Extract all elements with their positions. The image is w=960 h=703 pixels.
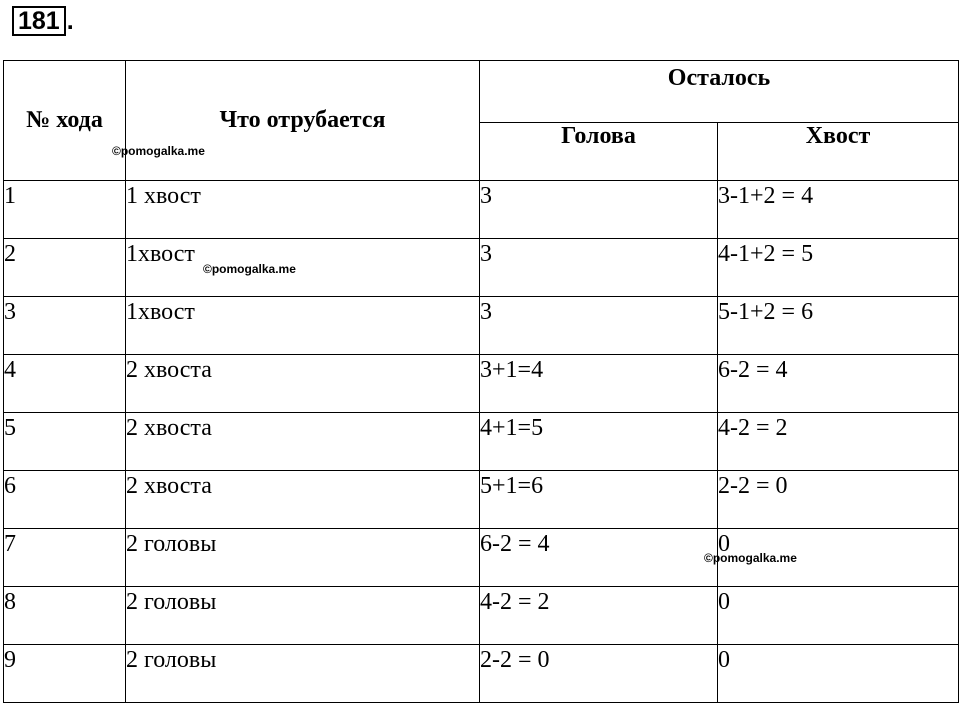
cell-heads: 6-2 = 4 xyxy=(480,529,718,587)
cell-move: 1 xyxy=(4,181,126,239)
watermark: ©pomogalka.me xyxy=(112,144,205,158)
problem-number-dot: . xyxy=(66,7,74,35)
header-heads xyxy=(480,123,718,181)
cell-move: 9 xyxy=(4,645,126,703)
cell-tails: 4-1+2 = 5 xyxy=(718,239,959,297)
cell-cut: 2 головы xyxy=(126,645,480,703)
cell-cut: 2 хвоста xyxy=(126,413,480,471)
header-move-number xyxy=(4,61,126,181)
cell-heads: 4+1=5 xyxy=(480,413,718,471)
header-tail xyxy=(718,123,959,181)
cell-tails: 4-2 = 2 xyxy=(718,413,959,471)
table-row xyxy=(4,587,959,645)
cell-heads: 3+1=4 xyxy=(480,355,718,413)
watermark: ©pomogalka.me xyxy=(203,262,296,276)
header-what-cut xyxy=(126,61,480,181)
table-row xyxy=(4,181,959,239)
table-row xyxy=(4,355,959,413)
table-row xyxy=(4,239,959,297)
cell-heads: 4-2 = 2 xyxy=(480,587,718,645)
cell-move: 2 xyxy=(4,239,126,297)
cell-heads: 5+1=6 xyxy=(480,471,718,529)
cell-tails: 3-1+2 = 4 xyxy=(718,181,959,239)
cell-tails: 0 xyxy=(718,587,959,645)
cell-heads: 3 xyxy=(480,239,718,297)
header-move-number-label: № хода xyxy=(26,107,103,133)
header-tail-label: Хвост xyxy=(805,123,871,149)
cell-cut: 2 хвоста xyxy=(126,355,480,413)
cell-move: 4 xyxy=(4,355,126,413)
cell-cut: 2 головы xyxy=(126,529,480,587)
header-remaining-label: Осталось xyxy=(667,65,771,91)
table-row xyxy=(4,529,959,587)
cell-tails: 6-2 = 4 xyxy=(718,355,959,413)
table-row xyxy=(4,413,959,471)
cell-move: 5 xyxy=(4,413,126,471)
watermark: ©pomogalka.me xyxy=(704,551,797,565)
problem-number xyxy=(12,6,74,36)
cell-cut: 1 хвост xyxy=(126,181,480,239)
cell-move: 7 xyxy=(4,529,126,587)
cell-cut: 1хвост xyxy=(126,297,480,355)
cell-tails: 5-1+2 = 6 xyxy=(718,297,959,355)
cell-move: 3 xyxy=(4,297,126,355)
problem-number-box: 181 xyxy=(12,6,66,36)
header-remaining xyxy=(480,61,959,123)
cell-tails: 0 xyxy=(718,529,959,587)
cell-heads: 3 xyxy=(480,181,718,239)
header-what-cut-label: Что отрубается xyxy=(219,107,386,133)
cell-heads: 2-2 = 0 xyxy=(480,645,718,703)
cell-cut: 2 хвоста xyxy=(126,471,480,529)
table-row xyxy=(4,645,959,703)
table-row xyxy=(4,471,959,529)
cell-move: 8 xyxy=(4,587,126,645)
table-row xyxy=(4,297,959,355)
header-heads-label: Голова xyxy=(561,123,636,149)
cell-cut: 2 головы xyxy=(126,587,480,645)
cell-cut: 1хвост xyxy=(126,239,480,297)
cell-tails: 0 xyxy=(718,645,959,703)
cell-move: 6 xyxy=(4,471,126,529)
cell-heads: 3 xyxy=(480,297,718,355)
cell-tails: 2-2 = 0 xyxy=(718,471,959,529)
